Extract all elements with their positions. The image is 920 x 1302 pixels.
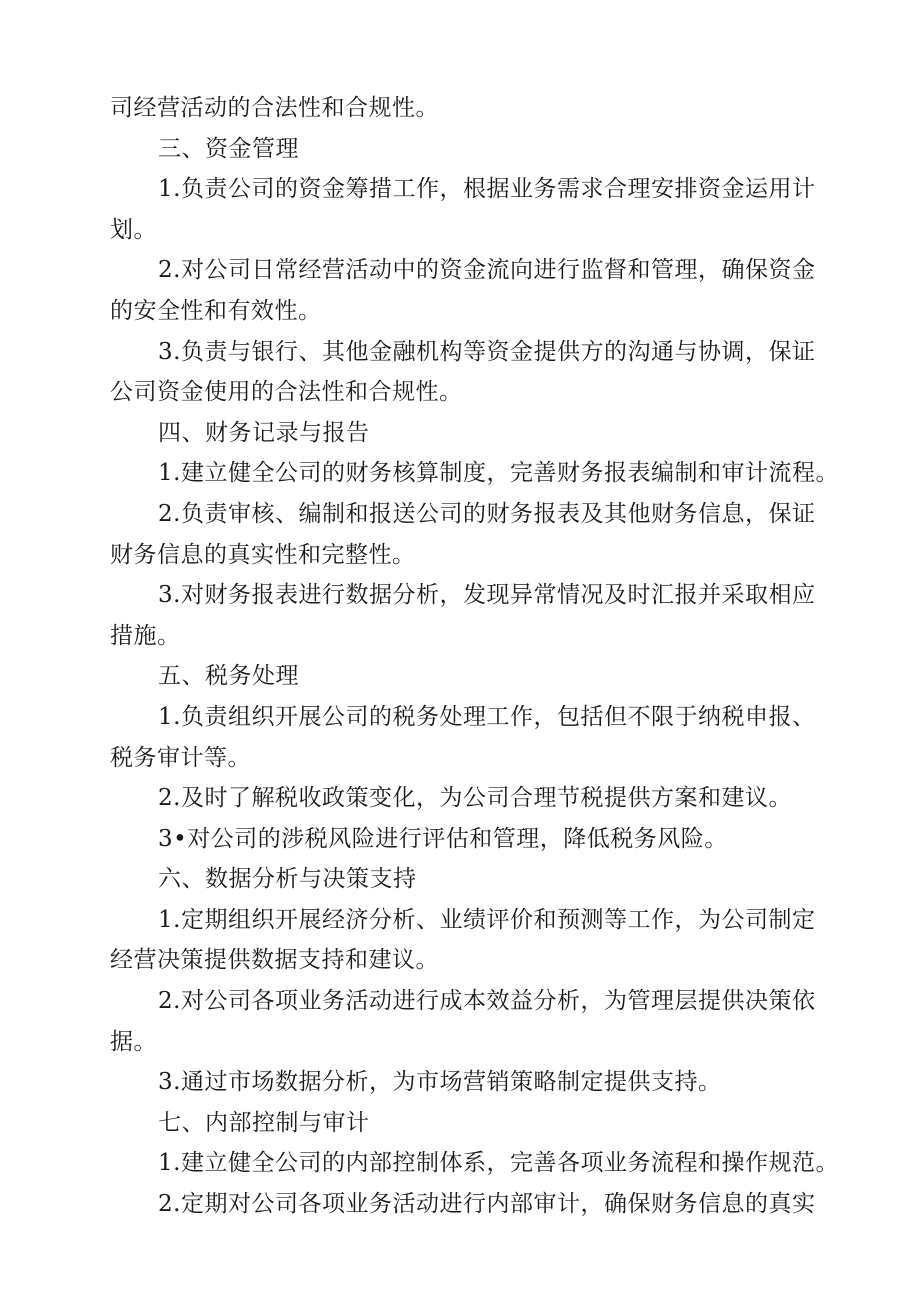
document-line: 2.负责审核、编制和报送公司的财务报表及其他财务信息，保证	[158, 500, 816, 527]
document-line: 据。	[110, 1028, 157, 1055]
document-line: 3.对财务报表进行数据分析，发现异常情况及时汇报并采取相应	[158, 582, 816, 609]
document-line: 2.对公司各项业务活动进行成本效益分析，为管理层提供决策依	[158, 988, 816, 1015]
document-line: 措施。	[110, 622, 181, 649]
document-line: 划。	[110, 216, 157, 243]
document-line: 2.对公司日常经营活动中的资金流向进行监督和管理，确保资金	[158, 257, 816, 284]
document-line: 的安全性和有效性。	[110, 297, 322, 324]
document-line: 1.负责组织开展公司的税务处理工作，包括但不限于纳税申报、	[158, 703, 816, 730]
document-line: 七、内部控制与审计	[158, 1109, 370, 1136]
document-line: 2.及时了解税收政策变化，为公司合理节税提供方案和建议。	[158, 785, 792, 812]
document-line: 3.通过市场数据分析，为市场营销策略制定提供支持。	[158, 1069, 722, 1096]
document-line: 三、资金管理	[158, 135, 299, 162]
document-line: 公司资金使用的合法性和合规性。	[110, 379, 463, 406]
document-line: 财务信息的真实性和完整性。	[110, 541, 416, 568]
document-line: 1.定期组织开展经济分析、业绩评价和预测等工作，为公司制定	[158, 906, 816, 933]
document-line: 2.定期对公司各项业务活动进行内部审计，确保财务信息的真实	[158, 1191, 816, 1218]
document-line: 五、税务处理	[158, 663, 299, 690]
document-line: 3•对公司的涉税风险进行评估和管理，降低税务风险。	[158, 825, 728, 852]
document-line: 1.建立健全公司的财务核算制度，完善财务报表编制和审计流程。	[158, 460, 839, 487]
document-line: 1.建立健全公司的内部控制体系，完善各项业务流程和操作规范。	[158, 1150, 839, 1177]
document-line: 税务审计等。	[110, 744, 251, 771]
document-line: 司经营活动的合法性和合规性。	[110, 95, 439, 121]
document-line: 六、数据分析与决策支持	[158, 866, 417, 893]
document-body	[110, 88, 839, 1225]
document-line: 3.负责与银行、其他金融机构等资金提供方的沟通与协调，保证	[158, 338, 816, 365]
document-line: 经营决策提供数据支持和建议。	[110, 947, 439, 974]
document-line: 四、财务记录与报告	[158, 419, 370, 446]
document-line: 1.负责公司的资金筹措工作，根据业务需求合理安排资金运用计	[158, 176, 816, 203]
